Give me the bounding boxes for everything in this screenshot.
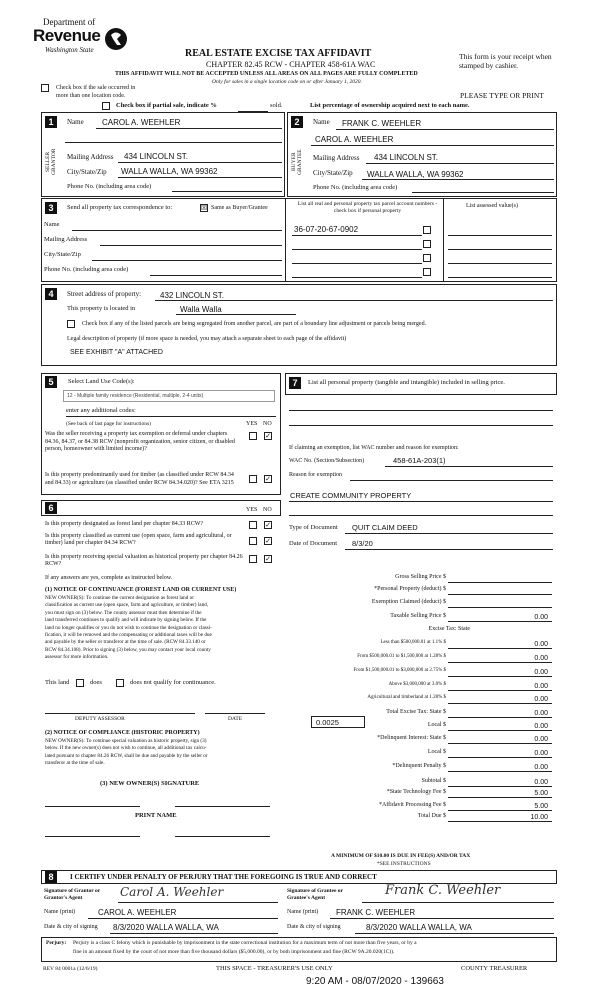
wac-number[interactable]: 458-61A-203(1)	[393, 456, 446, 465]
parcel-line-1	[292, 235, 422, 236]
tax-line-label: Gross Selling Price $	[395, 574, 446, 580]
does-label: does	[90, 679, 102, 686]
parcel-line-3	[292, 263, 422, 264]
reason-line-3	[289, 515, 553, 516]
s3-name-label: Name	[44, 221, 60, 228]
tax-line-label: *Personal Property (deduct) $	[374, 586, 446, 592]
s5-question-2: Is this property predominantly used for timber (as classified under RCW 84.34 and 84.33) or agriculture (as classified under RCW 84.34.020)? See ETA 3215	[45, 472, 234, 486]
segregated-label: Check box if any of the listed parcels are being segregated from another parcel, are part of a boundary line adjustment or parcels being merged.	[82, 321, 427, 327]
name-label: Name	[67, 118, 84, 126]
s6-question-1: Is this property designated as forest land per chapter 84.33 RCW?	[45, 521, 204, 527]
print-name-line-1	[45, 836, 140, 837]
section3-divider-2	[443, 198, 444, 282]
s6-yes-header: YES	[246, 507, 258, 513]
partial-sold-label: sold.	[270, 102, 283, 109]
assessed-line-1	[448, 235, 552, 236]
personal-property-label: List all personal property (tangible and intangible) included in selling price.	[308, 379, 505, 386]
notice-compliance-text	[45, 738, 208, 768]
multi-location-checkbox[interactable]	[41, 84, 49, 92]
land-use-label: Select Land Use Code(s):	[68, 378, 135, 385]
s3-city-line	[92, 260, 282, 261]
phone-label-2: Phone No. (including area code)	[313, 184, 398, 191]
assessed-line-3	[448, 263, 552, 264]
tax-line-label: Total Excise Tax: State $	[386, 709, 446, 715]
send-correspondence-label: Send all property tax correspondence to:	[67, 204, 173, 211]
buyer-mailing[interactable]: 434 LINCOLN ST.	[374, 153, 439, 162]
ownership-label: List percentage of ownership acquired next to each name.	[310, 102, 470, 109]
tax-line-rule	[448, 594, 552, 595]
tax-line-rule	[448, 662, 552, 663]
grantee-sig-label: Signature of Grantee or Grantee's Agent	[287, 888, 343, 901]
print-name-label: PRINT NAME	[135, 812, 177, 819]
notice-compliance-title: (2) NOTICE OF COMPLIANCE (HISTORIC PROPERTY)	[45, 730, 200, 736]
tax-line-value[interactable]: 10.00	[530, 814, 548, 821]
land-use-value: 12 - Multiple family residence (Residential, multiple, 2-4 units)	[67, 393, 204, 399]
assessed-line-2	[448, 249, 552, 250]
doc-type-label: Type of Document	[289, 524, 338, 531]
section3-divider-1	[285, 198, 286, 282]
s6-question-3: Is this property receiving special valuation as historical property per chapter 84.26 RCW?	[45, 554, 243, 567]
parcel-2-checkbox[interactable]	[423, 240, 431, 248]
assessed-header: List assessed value(s)	[466, 203, 518, 209]
segregated-checkbox[interactable]	[67, 320, 75, 328]
same-as-buyer-checkbox[interactable]: ☒	[201, 204, 208, 212]
grantee-signature[interactable]: Frank C. Weehler	[385, 883, 501, 898]
does-not-label: does not qualify for continuance.	[130, 679, 216, 686]
reason-line-2	[289, 501, 553, 502]
tax-line-rule	[448, 607, 552, 608]
tax-line-rule	[448, 757, 552, 758]
exemption-label: If claiming an exemption, list WAC number and reason for exemption:	[289, 445, 459, 451]
mailing-label-2: Mailing Address	[313, 154, 360, 162]
additional-codes-label: enter any additional codes:	[66, 407, 136, 414]
buyer-grantee-label: BUYER GRANTEE	[291, 149, 303, 175]
partial-sale-label: Check box if partial sale, indicate %	[116, 102, 217, 109]
s5-no-header: NO	[263, 421, 272, 427]
dept-of-label: Department of	[43, 17, 96, 27]
parcel-4-checkbox[interactable]	[423, 268, 431, 276]
document-date[interactable]: 8/3/20	[352, 539, 373, 548]
minimum-fee-note: A MINIMUM OF $10.00 IS DUE IN FEE(S) AND/OR TAX	[331, 853, 471, 859]
does-checkbox[interactable]	[76, 679, 84, 687]
tax-line-label: Local $	[427, 749, 446, 755]
parcel-3-checkbox[interactable]	[423, 254, 431, 262]
tax-line-rule	[448, 582, 552, 583]
tax-line-rule	[448, 690, 552, 691]
seller-name-line	[96, 128, 282, 129]
s5-q2-yes[interactable]	[249, 475, 257, 483]
notice2-line: below. If the new owner(s) does not wish to continue, all additional tax calcu-	[45, 745, 207, 752]
notice1-line: fication, it will be removed and the compensating or additional taxes will be due	[45, 632, 212, 639]
wac-label: WAC No. (Section/Subsection)	[289, 458, 365, 464]
s6-question-2: Is this property classified as current use (open space, farm and agricultural, or timber) land per chapter 84.34 RCW?	[45, 533, 232, 546]
grantee-sig-line	[362, 902, 554, 903]
notice2-line: lated pursuant to chapter 84.26 RCW, shall be due and payable by the seller or	[45, 752, 208, 759]
tax-line-value[interactable]: 0.00	[534, 655, 548, 662]
seller-grantor-label: SELLER GRANTOR	[45, 148, 57, 176]
tax-line-label: Exemption Claimed (deduct) $	[371, 599, 446, 605]
notice1-line: classification as current use (open space, farm and agriculture, or timber) land,	[45, 602, 209, 609]
buyer-name-line	[336, 129, 554, 130]
multi-location-label: Check box if the sale occurred in more than one location code.	[56, 85, 136, 99]
grantor-date-label: Date & city of signing	[44, 924, 98, 930]
grantor-print-name[interactable]: CAROL A. WEEHLER	[98, 908, 177, 917]
county-treasurer-label: COUNTY TREASURER	[461, 965, 528, 972]
does-not-checkbox[interactable]	[116, 679, 124, 687]
tax-line-value[interactable]: 0.00	[534, 736, 548, 743]
tax-line-label: From $1,500,000.01 to $3,000,000 at 2.75% $	[353, 668, 446, 673]
additional-codes-line	[66, 416, 276, 417]
tax-line-label: Agricultural and timberland at 1.28% $	[367, 695, 446, 700]
certify-statement: I CERTIFY UNDER PENALTY OF PERJURY THAT THE FOREGOING IS TRUE AND CORRECT	[70, 873, 377, 881]
tax-line-value[interactable]: 0.00	[534, 683, 548, 690]
grantee-date-line	[355, 933, 554, 934]
tax-line-label: Excise Tax: State	[428, 626, 470, 632]
doc-date-line	[345, 549, 553, 550]
s5-yes-header: YES	[246, 421, 258, 427]
doc-date-label: Date of Document	[289, 540, 338, 547]
deputy-date-label: DATE	[228, 716, 243, 722]
new-owner-sig-label: (3) NEW OWNER(S) SIGNATURE	[100, 780, 200, 787]
tax-line-rule	[448, 797, 552, 798]
legal-description[interactable]: SEE EXHIBIT "A" ATTACHED	[70, 349, 163, 356]
tax-line-rule	[448, 810, 552, 811]
city-label: City/State/Zip	[67, 168, 107, 176]
section-2-number: 2	[291, 116, 303, 128]
parcel-line-4	[292, 277, 422, 278]
s5-q2-no[interactable]: ✓	[265, 475, 271, 483]
section-3-number: 3	[45, 202, 57, 214]
tax-line-value[interactable]: 0.00	[534, 696, 548, 703]
perjury-line-1: Perjury is a class C felony which is punishable by imprisonment in the state correctional institution for a maximum term of not more than five years, or by a	[73, 940, 417, 946]
street-label: Street address of property:	[67, 290, 142, 298]
tax-line-rule	[448, 786, 552, 787]
deputy-sig-line	[45, 713, 195, 714]
property-location[interactable]: Walla Walla	[180, 305, 222, 314]
section-5-number: 5	[45, 376, 57, 388]
tax-line-label: Subtotal $	[421, 778, 446, 784]
dor-logo-icon	[103, 26, 129, 52]
treasurer-use-label: THIS SPACE - TREASURER'S USE ONLY	[216, 965, 333, 972]
wac-line	[385, 466, 553, 467]
see-back-note: (See back of last page for instructions)	[66, 421, 151, 427]
s3-mailing-label: Mailing Address	[44, 236, 88, 243]
form-subtitle: CHAPTER 82.45 RCW - CHAPTER 458-61A WAC	[206, 60, 376, 69]
notice1-line: you must sign on (3) below. The county assessor must then determine if the	[45, 609, 202, 616]
section-6-number: 6	[45, 502, 57, 514]
see-instructions-note: *SEE INSTRUCTIONS	[377, 861, 431, 867]
buyer-phone-line	[412, 192, 554, 193]
parcel-line-2	[292, 249, 422, 250]
grantor-sig-line	[118, 902, 278, 903]
personal-property-line-2	[289, 425, 553, 426]
tax-line-rule	[448, 821, 552, 822]
notice-continuance-title: (1) NOTICE OF CONTINUANCE (FOREST LAND OR CURRENT USE)	[45, 587, 237, 593]
location-note: Only for sales in a single location code on or after January 1, 2020.	[212, 79, 362, 85]
partial-sale-checkbox[interactable]	[102, 102, 110, 110]
perjury-line-2: fine in an amount fixed by the court of not more than five thousand dollars ($5,000.00), or by both imprisonment and fine (RCW 9A.20.020(1C)).	[73, 949, 395, 955]
s3-phone-label: Phone No. (including area code)	[44, 266, 129, 273]
s6-q1-no[interactable]: ✓	[265, 521, 271, 529]
perjury-label: Perjury:	[46, 940, 67, 946]
tax-line-value[interactable]: 5.00	[534, 803, 548, 810]
s5-q1-yes[interactable]	[249, 432, 257, 440]
buyer-city-line	[362, 179, 554, 180]
grantee-name-label: Name (print)	[287, 909, 319, 915]
parcel-1-checkbox[interactable]	[423, 226, 431, 234]
tax-line-rule	[448, 648, 552, 649]
grantee-name-line	[330, 918, 554, 919]
seller-phone-line	[172, 191, 282, 192]
grantor-signature[interactable]: Carol A. Weehler	[120, 885, 224, 899]
tax-line-value[interactable]: 0.00	[534, 710, 548, 717]
tax-line-rule	[448, 730, 552, 731]
tax-line-rule	[448, 743, 552, 744]
seller-mailing[interactable]: 434 LINCOLN ST.	[124, 152, 189, 161]
buyer-name-line2	[311, 145, 554, 146]
notice-continuance-text	[45, 595, 212, 662]
type-or-print: PLEASE TYPE OR PRINT	[460, 91, 544, 100]
tax-line-rule	[448, 703, 552, 704]
tax-line-value[interactable]: 0.00	[534, 764, 548, 771]
tax-line-value[interactable]: 0.00	[534, 614, 548, 621]
grantee-print-name[interactable]: FRANK C. WEEHLER	[336, 908, 416, 917]
tax-line-value[interactable]: 0.00	[534, 723, 548, 730]
seller-name-line2	[65, 142, 282, 143]
section-7-number: 7	[289, 377, 301, 389]
s3-name-line	[72, 230, 282, 231]
wa-state-label: Washington State	[45, 46, 94, 54]
s6-q2-no[interactable]: ✓	[265, 537, 271, 545]
tax-line-label: Total Due $	[417, 813, 446, 819]
notice1-line: RCW 84.34.108). Prior to signing (3) below, you may contact your local county	[45, 646, 211, 653]
buyer-city[interactable]: WALLA WALLA, WA 99362	[367, 170, 464, 179]
deputy-date-line	[205, 713, 265, 714]
notice1-line: and payable by the seller or transferor at the time of sale. (RCW 84.33.140 or	[45, 639, 206, 646]
personal-property-line-1	[289, 410, 553, 411]
reason-label: Reason for exemption	[289, 472, 342, 478]
tax-line-label: Less than $500,000.01 at 1.1% $	[380, 640, 446, 645]
grantee-date-label: Date & city of signing	[287, 924, 341, 930]
tax-line-rule	[448, 676, 552, 677]
tax-line-label: *Delinquent Interest: State $	[377, 735, 446, 741]
s5-q1-no[interactable]: ✓	[265, 432, 271, 440]
new-owner-sig-line-2	[175, 806, 270, 807]
if-yes-label: If any answers are yes, complete as instructed below.	[45, 575, 173, 581]
tax-line-value[interactable]: 5.00	[534, 790, 548, 797]
street-line	[155, 300, 553, 301]
notice1-line: land transferred continues to qualify and will indicate by signing below. If the	[45, 617, 207, 624]
section-4-number: 4	[45, 288, 57, 300]
tax-line-rule	[448, 717, 552, 718]
local-rate: 0.0025	[316, 718, 339, 727]
s5-question-1: Was the seller receiving a property tax exemption or deferral under chapters 84.36, 84.37, or 84.38 RCW (nonprofit organization, senior citizen, or disabled person, homeowner with limited income)?	[45, 431, 235, 452]
mailing-label: Mailing Address	[67, 153, 114, 161]
assessed-line-4	[448, 277, 552, 278]
grantor-date-city[interactable]: 8/3/2020 WALLA WALLA, WA	[113, 923, 219, 932]
tax-line-label: *Delinquent Penalty $	[392, 763, 446, 769]
notice2-line: transferor at the time of sale.	[45, 760, 105, 767]
seller-name[interactable]: CAROL A. WEEHLER	[102, 118, 181, 127]
revenue-logo-text: Revenue	[33, 26, 101, 45]
s6-q3-yes[interactable]	[249, 555, 257, 563]
s6-q1-yes[interactable]	[249, 521, 257, 529]
form-revision: REV 84 0001a (12/6/19)	[43, 966, 98, 972]
seller-city[interactable]: WALLA WALLA, WA 99362	[121, 167, 218, 176]
reason-line-1	[350, 480, 553, 481]
s6-q2-yes[interactable]	[249, 537, 257, 545]
doc-type-line	[345, 533, 553, 534]
new-owner-sig-line-1	[45, 806, 140, 807]
notice1-line: land no longer qualifies or you do not wish to continue the designation or classi-	[45, 624, 212, 631]
grantor-date-line	[110, 933, 278, 934]
legal-label: Legal description of property (if more space is needed, you may attach a separate sheet to each page of the affidavit)	[67, 336, 347, 342]
this-land-label: This land	[45, 679, 70, 686]
form-title: REAL ESTATE EXCISE TAX AFFIDAVIT	[185, 48, 372, 59]
notice1-line: NEW OWNER(S): To continue the current designation as forest land or	[45, 595, 194, 601]
parcel-header: List all real and personal property tax parcel account numbers - check box if personal property	[297, 201, 438, 214]
tax-line-rule	[448, 771, 552, 772]
tax-line-value[interactable]: 0.00	[534, 779, 548, 786]
s6-no-header: NO	[263, 507, 272, 513]
notice2-line: NEW OWNER(S): To continue special valuation as historic property, sign (3)	[45, 738, 207, 744]
grantor-name-line	[88, 918, 278, 919]
located-line	[176, 314, 296, 315]
exemption-reason[interactable]: CREATE COMMUNITY PROPERTY	[290, 491, 412, 500]
located-label: This property is located in	[67, 305, 136, 312]
grantee-date-city[interactable]: 8/3/2020 WALLA WALLA, WA	[366, 923, 472, 932]
document-type[interactable]: QUIT CLAIM DEED	[352, 523, 418, 532]
parcel-number[interactable]: 36-07-20-67-0902	[294, 225, 359, 234]
tax-line-rule	[448, 621, 552, 622]
s3-mailing-line	[100, 245, 282, 246]
s6-q3-no[interactable]: ✓	[265, 555, 271, 563]
phone-label: Phone No. (including area code)	[67, 183, 152, 190]
tax-line-label: *State Technology Fee $	[386, 789, 446, 795]
city-label-2: City/State/Zip	[313, 169, 353, 177]
receipt-note: This form is your receipt when stamped by cashier.	[459, 52, 552, 70]
buyer-mailing-line	[366, 163, 554, 164]
buyer-name-2[interactable]: CAROL A. WEEHLER	[315, 135, 394, 144]
tax-line-label: *Affidavit Processing Fee $	[378, 802, 446, 808]
section-6-header	[41, 500, 281, 516]
grantor-name-label: Name (print)	[44, 909, 76, 915]
same-as-buyer-label: Same as Buyer/Grantee	[211, 205, 268, 211]
tax-line-value[interactable]: 0.00	[534, 669, 548, 676]
seller-mailing-line	[118, 162, 282, 163]
acceptance-warning: THIS AFFIDAVIT WILL NOT BE ACCEPTED UNLESS ALL AREAS ON ALL PAGES ARE FULLY COMPLETED	[115, 71, 418, 77]
grantor-sig-label: Signature of Grantor or Grantor's Agent	[44, 888, 101, 901]
buyer-name-1[interactable]: FRANK C. WEEHLER	[342, 119, 422, 128]
tax-line-value[interactable]: 0.00	[534, 641, 548, 648]
s3-phone-line	[150, 275, 282, 276]
property-street[interactable]: 432 LINCOLN ST.	[160, 291, 225, 300]
notice1-line: assessor for more information.	[45, 654, 109, 661]
section-1-number: 1	[45, 116, 57, 128]
tax-line-label: From $500,000.01 to $1,500,000 at 1.28% $	[357, 654, 446, 659]
s3-city-label: City/State/Zip	[44, 251, 81, 258]
seller-city-line	[118, 177, 282, 178]
deputy-assessor-label: DEPUTY ASSESSOR	[75, 716, 125, 722]
recording-stamp: 9:20 AM - 08/07/2020 - 139663	[306, 976, 444, 987]
section-8-number: 8	[45, 871, 57, 883]
tax-line-label: Above $3,000,000 at 3.0% $	[388, 682, 446, 687]
print-name-line-2	[175, 836, 270, 837]
tax-line-label: Taxable Selling Price $	[390, 613, 446, 619]
name-label-2: Name	[313, 118, 330, 126]
tax-line-label: Local $	[427, 722, 446, 728]
tax-line-value[interactable]: 0.00	[534, 750, 548, 757]
